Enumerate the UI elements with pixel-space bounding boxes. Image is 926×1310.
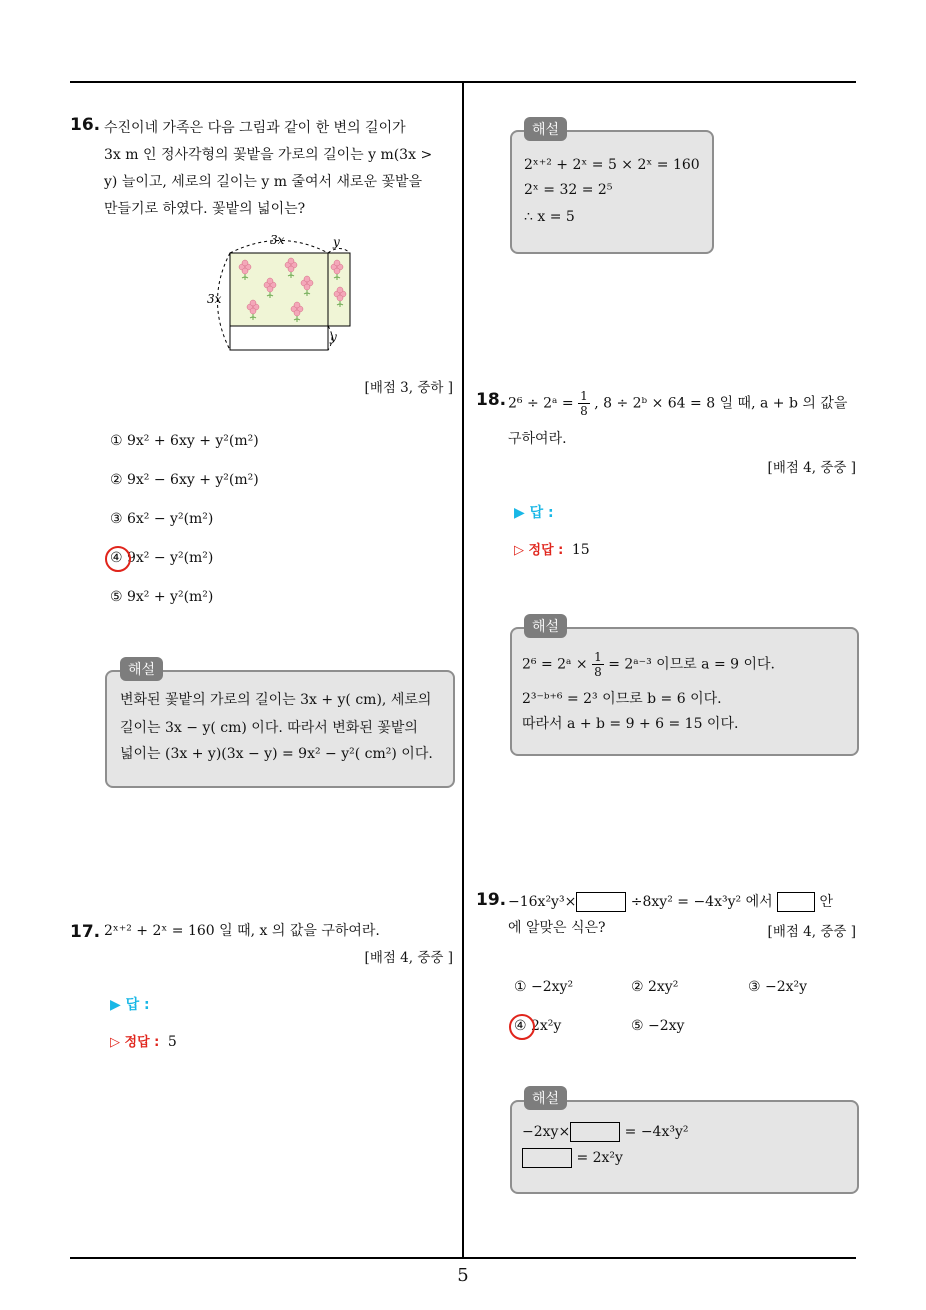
fraction-denominator: 8 bbox=[580, 404, 588, 418]
explanation-line: 넓이는 (3x + y)(3x − y) = 9x² − y²( cm²) 이다. bbox=[120, 746, 433, 762]
figure-right-bottom-label: y bbox=[330, 330, 337, 344]
explanation-line: 2³⁻ᵇ⁺⁶ = 2³ 이므로 b = 6 이다. bbox=[522, 691, 722, 707]
question-line: 에 알맞은 식은? bbox=[508, 920, 606, 936]
selected-answer-circle bbox=[105, 546, 131, 572]
blank-box bbox=[570, 1122, 620, 1142]
figure-right-top-label: y bbox=[333, 235, 340, 249]
option-1[interactable]: ① 9x² + 6xy + y²(m²) bbox=[110, 433, 259, 449]
question-number: 18. bbox=[476, 390, 507, 410]
selected-answer-circle bbox=[509, 1014, 535, 1040]
question-text: 2ˣ⁺² + 2ˣ = 160 일 때, x 의 값을 구하여라. bbox=[104, 923, 380, 939]
question-line: y) 늘이고, 세로의 길이는 y m 줄여서 새로운 꽃밭을 bbox=[104, 174, 423, 190]
question-text bbox=[508, 891, 833, 912]
removed-strip bbox=[230, 326, 328, 350]
explanation-segment: = 2x²y bbox=[576, 1150, 623, 1166]
score-label: [배점 4, 중중 ] bbox=[767, 924, 856, 940]
question-line: 만들기로 하였다. 꽃밭의 넓이는? bbox=[104, 201, 306, 217]
option-2[interactable]: ② 9x² − 6xy + y²(m²) bbox=[110, 472, 259, 488]
option-5[interactable]: ⑤ −2xy bbox=[631, 1018, 685, 1034]
question-text bbox=[508, 389, 847, 418]
explanation-line: 길이는 3x − y( cm) 이다. 따라서 변화된 꽃밭의 bbox=[120, 720, 418, 736]
explanation-line bbox=[522, 1146, 623, 1170]
option-5[interactable]: ⑤ 9x² + y²(m²) bbox=[110, 589, 214, 605]
explanation-segment: = 2ᵃ⁻³ 이므로 a = 9 이다. bbox=[608, 656, 775, 673]
option-4[interactable]: ④ 9x² − y²(m²) bbox=[110, 550, 214, 566]
option-1[interactable]: ① −2xy² bbox=[514, 979, 574, 995]
question-segment: −16x²y³× bbox=[508, 894, 577, 910]
option-3[interactable]: ③ 6x² − y²(m²) bbox=[110, 511, 214, 527]
question-number: 19. bbox=[476, 890, 507, 910]
fraction bbox=[578, 389, 590, 418]
flower-garden-figure bbox=[200, 230, 370, 360]
fraction-numerator: 1 bbox=[580, 389, 588, 403]
question-segment: 2⁶ ÷ 2ᵃ = bbox=[508, 395, 579, 412]
explanation-line: ∴ x = 5 bbox=[524, 209, 575, 225]
correct-answer bbox=[514, 539, 590, 558]
explanation-tag: 해설 bbox=[120, 657, 163, 681]
blank-box bbox=[576, 892, 626, 912]
fraction-denominator: 8 bbox=[594, 665, 602, 679]
answer-input-label[interactable]: ▶ 답 : bbox=[110, 997, 150, 1013]
explanation-line: 2ˣ = 32 = 2⁵ bbox=[524, 182, 613, 198]
explanation-line: 변화된 꽃밭의 가로의 길이는 3x + y( cm), 세로의 bbox=[120, 692, 432, 708]
question-text bbox=[104, 115, 456, 223]
explanation-line bbox=[522, 650, 775, 679]
page-number: 5 bbox=[457, 1265, 469, 1286]
bottom-rule bbox=[70, 1257, 856, 1259]
explanation-tag: 해설 bbox=[524, 117, 567, 141]
explanation-segment: = −4x³y² bbox=[624, 1124, 689, 1140]
question-number: 16. bbox=[70, 115, 101, 135]
explanation-line: 2ˣ⁺² + 2ˣ = 5 × 2ˣ = 160 bbox=[524, 157, 700, 173]
question-line: 3x m 인 정사각형의 꽃밭을 가로의 길이는 y m(3x > bbox=[104, 147, 433, 163]
figure-side-label: 3x bbox=[207, 292, 222, 306]
question-line: 구하여라. bbox=[508, 431, 567, 447]
fraction-numerator: 1 bbox=[594, 650, 602, 664]
figure-top-label: 3x bbox=[270, 233, 285, 247]
option-4[interactable]: ④ 2x²y bbox=[514, 1018, 562, 1034]
option-2[interactable]: ② 2xy² bbox=[631, 979, 679, 995]
score-label: [배점 4, 중중 ] bbox=[364, 950, 453, 966]
correct-answer-value: 5 bbox=[167, 1034, 177, 1050]
column-divider bbox=[462, 83, 464, 1259]
explanation-segment: 2⁶ = 2ᵃ × bbox=[522, 656, 593, 673]
explanation-line: 따라서 a + b = 9 + 6 = 15 이다. bbox=[522, 716, 739, 732]
explanation-tag: 해설 bbox=[524, 614, 567, 638]
correct-answer-label: ▷ 정답 : bbox=[514, 543, 564, 558]
explanation-line bbox=[522, 1120, 689, 1144]
blank-box bbox=[777, 892, 815, 912]
answer-input-label[interactable]: ▶ 답 : bbox=[514, 505, 554, 521]
score-label: [배점 3, 중하 ] bbox=[364, 380, 453, 396]
fraction bbox=[592, 650, 604, 679]
explanation-tag: 해설 bbox=[524, 1086, 567, 1110]
question-line: 수진이네 가족은 다음 그림과 같이 한 변의 길이가 bbox=[104, 120, 406, 136]
correct-answer bbox=[110, 1031, 177, 1050]
question-segment: ÷8xy² = −4x³y² 에서 bbox=[630, 894, 773, 910]
question-segment: 안 bbox=[819, 894, 834, 910]
option-3[interactable]: ③ −2x²y bbox=[748, 979, 808, 995]
question-number: 17. bbox=[70, 922, 101, 942]
question-segment: , 8 ÷ 2ᵇ × 64 = 8 일 때, a + b 의 값을 bbox=[594, 395, 848, 412]
correct-answer-value: 15 bbox=[571, 542, 590, 558]
explanation-segment: −2xy× bbox=[522, 1124, 571, 1140]
blank-box bbox=[522, 1148, 572, 1168]
score-label: [배점 4, 중중 ] bbox=[767, 460, 856, 476]
correct-answer-label: ▷ 정답 : bbox=[110, 1035, 160, 1050]
